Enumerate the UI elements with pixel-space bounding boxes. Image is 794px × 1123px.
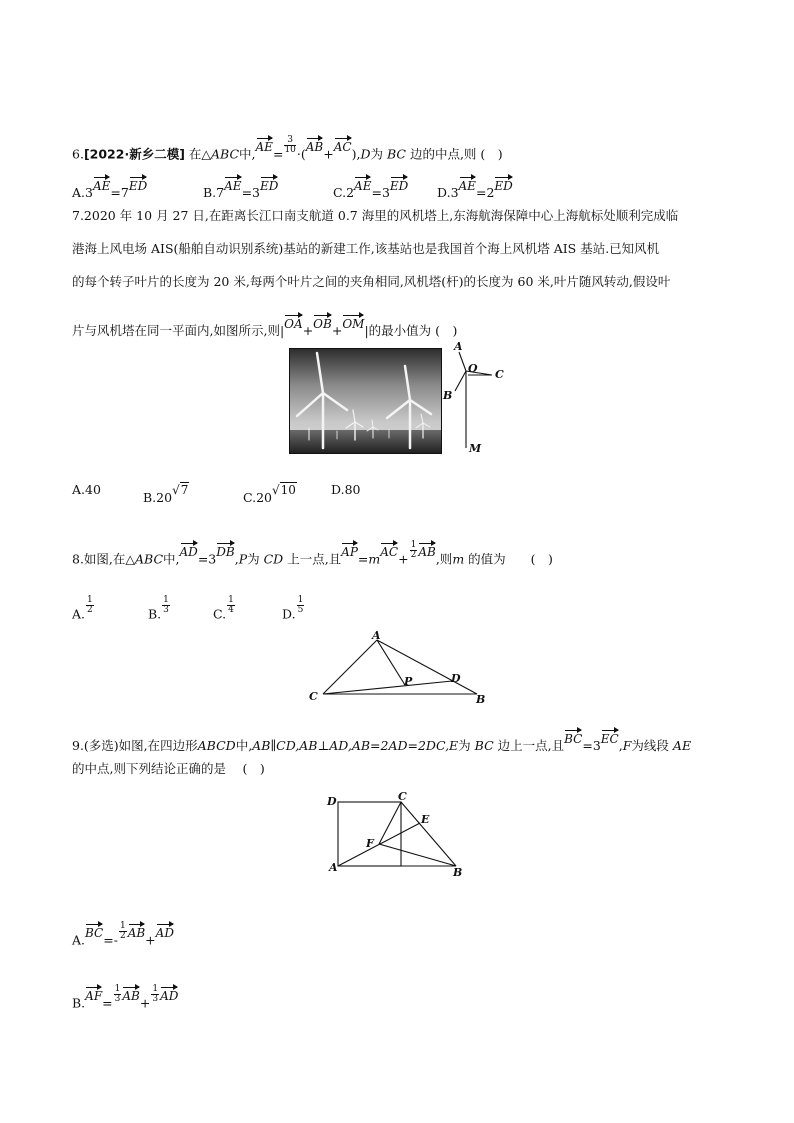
label-e: E [421, 813, 430, 826]
vector-ap: AP [341, 545, 358, 560]
sqrt-7: √7 [172, 483, 189, 497]
vector-db: DB [216, 545, 235, 560]
vector-ab: AB [305, 140, 324, 155]
q7-option-d[interactable]: D.80 [331, 482, 361, 497]
turbine-diagram [440, 338, 510, 458]
sqrt-10: √10 [272, 483, 296, 497]
q8-option-b[interactable]: B. $\frac{1}{3}$ [148, 595, 169, 622]
q7-line-4: 片与风机塔在同一平面内,如图所示,则|OA+OB+OM|的最小值为 ( ) [72, 317, 458, 338]
q6-source: [2022·新乡二模] [83, 146, 185, 162]
q9-stem-line-1: 9.(多选)如图,在四边形ABCD中,AB∥CD,AB⊥AD,AB=2AD=2DC,E为 BC 边上一点,且BC=3EC,F为线段 AE [72, 732, 692, 753]
q7-option-b[interactable]: B.20√7 [143, 483, 189, 505]
label-f: F [366, 837, 374, 850]
q8-stem: 8.如图,在△ABC中,AD=3DB,P为 CD 上一点,且AP=mAC+ $\frac{1}{2}$ AB,则m 的值为 ( ) [72, 540, 553, 567]
vector-bc: BC [564, 732, 583, 746]
vector-ab: AB [418, 545, 436, 560]
q7-line-3: 的每个转子叶片的长度为 20 米,每两个叶片之间的夹角相同,风机塔(杆)的长度为 60 米,叶片随风转动,假设叶 [72, 274, 671, 289]
q7-option-a[interactable]: A.40 [72, 482, 101, 497]
vector-oa: OA [284, 317, 303, 331]
q7-line-2: 港海上风电场 AIS(船舶自动识别系统)基站的新建工作,该基站也是我国首个海上风机塔 AIS 基站.已知风机 [72, 241, 660, 256]
label-c: C [309, 690, 318, 703]
vector-ac: AC [333, 140, 352, 155]
q8-option-a[interactable]: A. $\frac{1}{2}$ [72, 595, 93, 622]
label-b: B [476, 693, 486, 706]
q6-stem: 6.[2022·新乡二模] 在△ABC中,AE= $\frac{3}{10}$ ·(AB+AC),D为 BC 边的中点,则 ( ) [72, 135, 503, 162]
q9-option-a[interactable]: A.BC=- $\frac{1}{2}$ AB+AD [72, 921, 174, 948]
label-p: P [404, 675, 413, 688]
label-o: O [468, 362, 478, 375]
label-a: A [372, 629, 381, 642]
q6-option-c[interactable]: C.2AE=3ED [333, 179, 409, 200]
vector-ae: AE [255, 140, 273, 155]
vector-ob: OB [313, 317, 332, 331]
q6-option-a[interactable]: A.3AE=7ED [72, 179, 148, 200]
triangle-diagram [305, 628, 495, 708]
label-m: M [469, 442, 482, 455]
label-b: B [443, 389, 453, 402]
q9-option-b[interactable]: B.AF= $\frac{1}{3}$ AB+ $\frac{1}{3}$ AD [72, 984, 179, 1011]
q8-option-d[interactable]: D. $\frac{1}{5}$ [282, 595, 304, 622]
fraction-1-2: $\frac{1}{2}$ [410, 540, 417, 561]
vector-ad: AD [179, 545, 198, 560]
label-c: C [398, 790, 407, 803]
quadrilateral-diagram [325, 790, 470, 882]
label-a: A [454, 340, 463, 353]
q8-option-c[interactable]: C. $\frac{1}{4}$ [213, 595, 234, 622]
label-c: C [495, 368, 504, 381]
q6-option-b[interactable]: B.7AE=3ED [203, 179, 279, 200]
label-b: B [453, 866, 463, 879]
vector-om: OM [342, 317, 365, 331]
label-a: A [329, 861, 338, 874]
label-d: D [451, 672, 461, 685]
fraction-3-10: $\frac{3}{10}$ [284, 135, 296, 156]
vector-ac: AC [380, 545, 399, 560]
label-d: D [327, 795, 337, 808]
q9-stem-line-2: 的中点,则下列结论正确的是 ( ) [72, 761, 265, 776]
q7-option-c[interactable]: C.20√10 [243, 483, 296, 505]
q7-line-1: 7.2020 年 10 月 27 日,在距离长江口南支航道 0.7 海里的风机塔上,东海航海保障中心上海航标处顺利完成临 [72, 208, 679, 223]
wind-turbine-photo [289, 348, 442, 454]
q6-option-d[interactable]: D.3AE=2ED [437, 179, 513, 200]
vector-ec: EC [600, 732, 619, 746]
